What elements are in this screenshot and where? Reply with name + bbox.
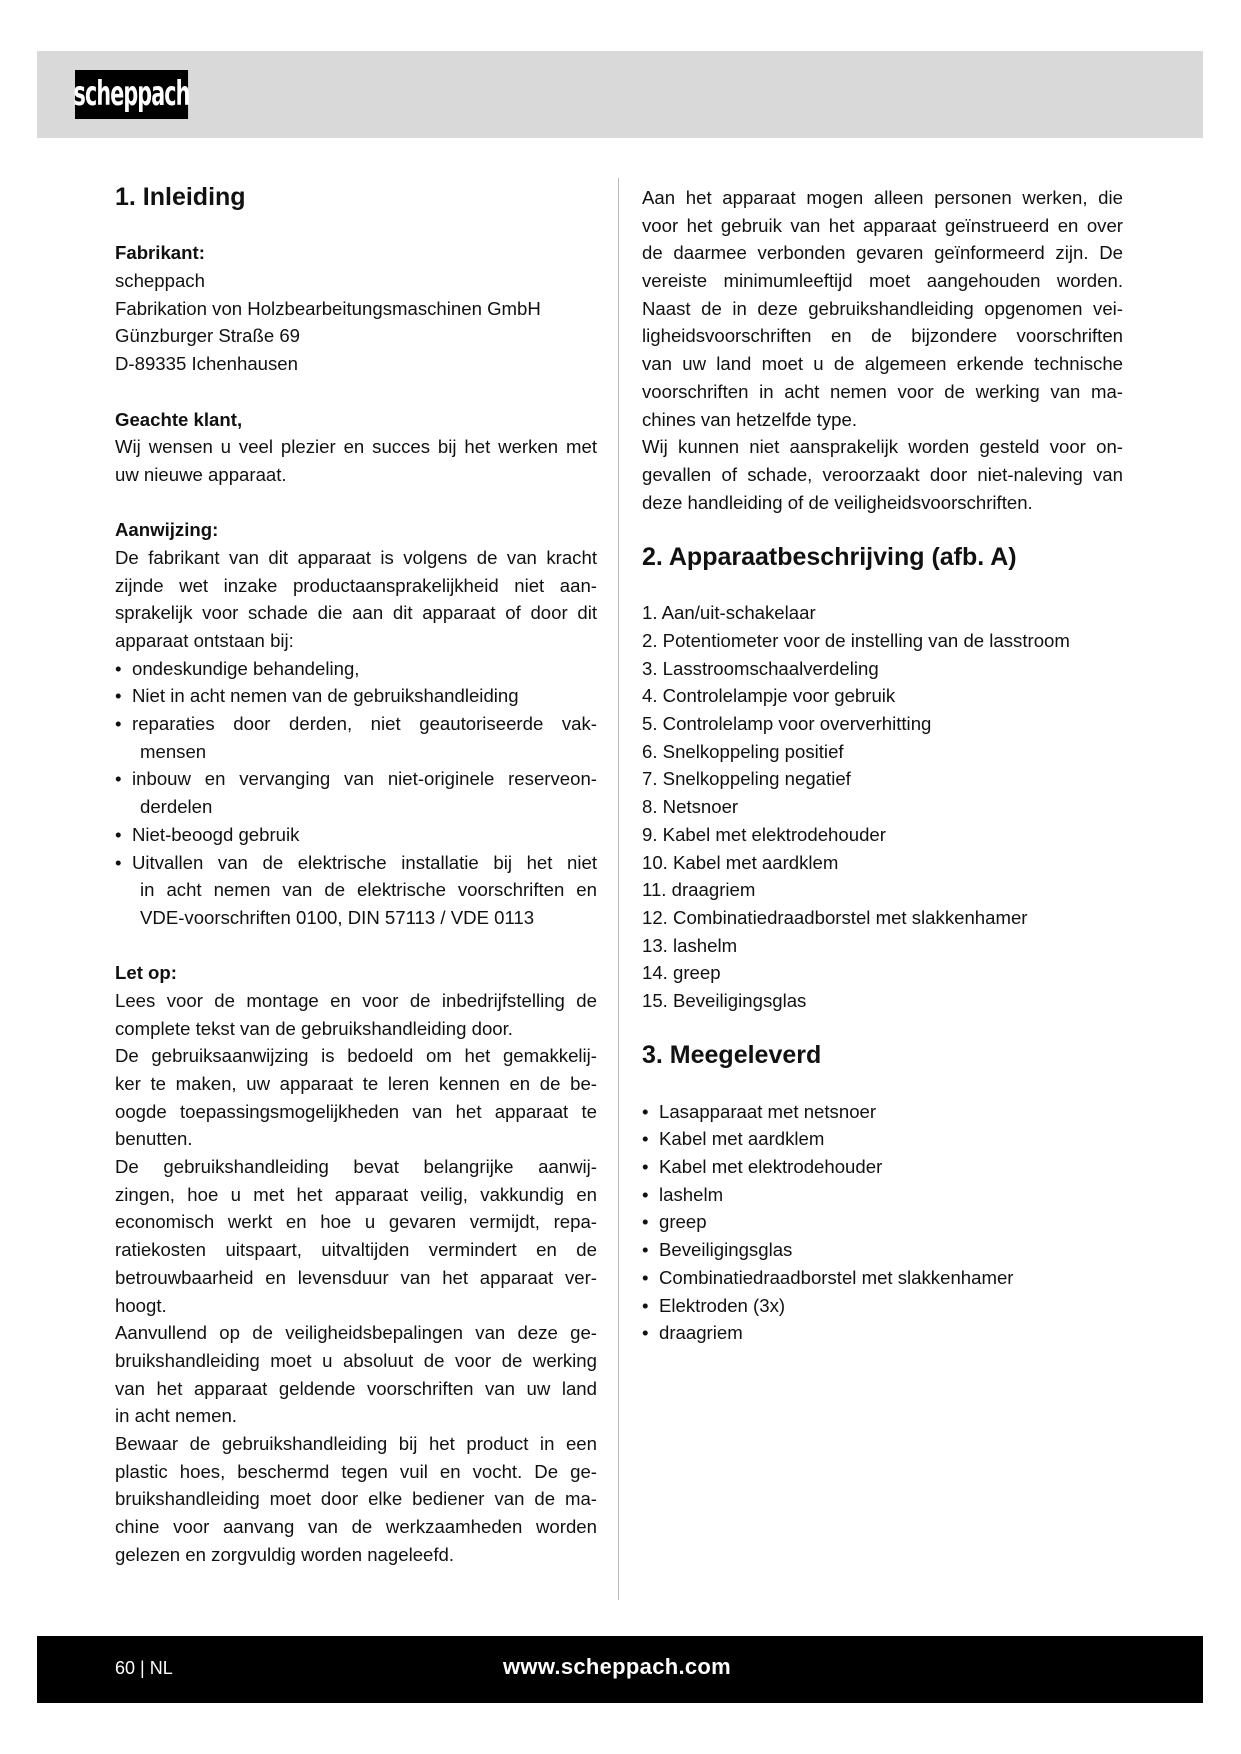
text-line: vereiste minimumleeftijd moet aangehouden worden. xyxy=(642,270,1123,292)
text-line: 8. Netsnoer xyxy=(642,796,739,818)
bullet-item: • Combinatiedraadborstel met slakkenhamer xyxy=(642,1264,1123,1292)
text-line: Naast de in deze gebruikshandleiding opgenomen vei- xyxy=(642,297,1123,319)
text-line: 14. greep xyxy=(642,962,721,984)
text-line: de daarmee verbonden gevaren geïnformeerd zijn. De xyxy=(642,242,1123,264)
text-line: hoogt. xyxy=(115,1294,167,1316)
text-line: D-89335 Ichenhausen xyxy=(115,353,298,375)
text-line: 6. Snelkoppeling positief xyxy=(642,740,844,762)
text-line: 1. Aan/uit-schakelaar xyxy=(642,602,816,624)
spacer xyxy=(642,516,1123,544)
text-line: in acht nemen. xyxy=(115,1405,237,1427)
text-line: 12. Combinatiedraadborstel met slakkenhamer xyxy=(642,906,1028,928)
bullet-item: • inbouw en vervanging van niet-originele reserveon- xyxy=(115,765,597,793)
text-line: Wij wensen u veel plezier en succes bij het werken met xyxy=(115,436,597,458)
bullet-item: • Kabel met aardklem xyxy=(642,1125,1123,1153)
text-line: voor het gebruik van het apparaat geïnstrueerd en over xyxy=(642,214,1123,236)
bullet-item: • Niet in acht nemen van de gebruikshandleiding xyxy=(115,682,597,710)
bullet-item: • Lasapparaat met netsnoer xyxy=(642,1098,1123,1126)
text-line: 10. Kabel met aardklem xyxy=(642,851,839,873)
bullet-continuation: mensen xyxy=(140,740,207,762)
text-line: 9. Kabel met elektrodehouder xyxy=(642,823,886,845)
text-line: bruikshandleiding moet door elke bediener van de ma- xyxy=(115,1488,597,1510)
text-line: oogde toepassingsmogelijkheden van het apparaat te xyxy=(115,1100,597,1122)
paragraph-label: Aanwijzing: xyxy=(115,519,219,541)
text-line: Aanvullend op de veiligheidsbepalingen van deze ge- xyxy=(115,1322,597,1344)
text-line: sprakelijk voor schade die aan dit apparaat of door dit xyxy=(115,602,597,624)
text-line: 3. Lasstroomschaalverdeling xyxy=(642,657,879,679)
text-line: De fabrikant van dit apparaat is volgens de van kracht xyxy=(115,546,597,568)
spacer xyxy=(115,489,597,517)
text-line: 2. Potentiometer voor de instelling van de lasstroom xyxy=(642,630,1070,651)
text-line: 11. draagriem xyxy=(642,879,756,901)
bullet-continuation: VDE-voorschriften 0100, DIN 57113 / VDE 0113 xyxy=(140,906,535,928)
page-header xyxy=(37,51,1203,138)
text-line: Günzburger Straße 69 xyxy=(115,325,301,347)
bullet-item: • reparaties door derden, niet geautoriseerde vak- xyxy=(115,710,597,738)
text-line: uw nieuwe apparaat. xyxy=(115,463,287,485)
text-line: bruikshandleiding moet u absoluut de voor de werking xyxy=(115,1349,597,1371)
text-line: Aan het apparaat mogen alleen personen werken, die xyxy=(642,187,1123,208)
text-line: 4. Controlelampje voor gebruik xyxy=(642,685,896,707)
bullet-item: • draagriem xyxy=(642,1319,1123,1347)
spacer xyxy=(115,212,597,240)
text-line: zijnde wet inzake productaansprakelijkheid niet aan- xyxy=(115,574,597,596)
text-line: ligheidsvoorschriften en de bijzondere voorschriften xyxy=(642,325,1123,347)
section-heading: 3. Meegeleverd xyxy=(642,1041,822,1070)
text-line: complete tekst van de gebruikshandleiding door. xyxy=(115,1017,513,1039)
bullet-item: • Elektroden (3x) xyxy=(642,1292,1123,1320)
text-line: economisch werkt en hoe u gevaren vermijdt, repa- xyxy=(115,1211,597,1233)
text-line: gevallen of schade, veroorzaakt door niet-naleving van xyxy=(642,463,1123,485)
left-column xyxy=(115,184,597,1568)
section-heading: 1. Inleiding xyxy=(115,183,246,211)
section-heading: 2. Apparaatbeschrijving (afb. A) xyxy=(642,542,1017,571)
text-line: 15. Beveiligingsglas xyxy=(642,989,807,1011)
bullet-item: • Uitvallen van de elektrische installatie bij het niet xyxy=(115,849,597,877)
bullet-item: • Kabel met elektrodehouder xyxy=(642,1153,1123,1181)
spacer xyxy=(642,572,1123,600)
text-line: voorschriften in acht nemen voor de werking van ma- xyxy=(642,380,1123,402)
text-line: ker te maken, uw apparaat te leren kennen en de be- xyxy=(115,1073,597,1094)
right-column xyxy=(642,184,1123,1347)
text-line: apparaat ontstaan bij: xyxy=(115,630,294,651)
bullet-item: • greep xyxy=(642,1208,1123,1236)
text-line: ratiekosten uitspaart, uitvaltijden vermindert en de xyxy=(115,1239,597,1261)
text-line: 7. Snelkoppeling negatief xyxy=(642,768,851,790)
bullet-item: • Beveiligingsglas xyxy=(642,1236,1123,1264)
bullet-item: • Niet-beoogd gebruik xyxy=(115,821,597,849)
scheppach-logo xyxy=(75,70,188,119)
text-line: Bewaar de gebruikshandleiding bij het product in een xyxy=(115,1432,597,1454)
bullet-continuation: derdelen xyxy=(140,796,213,818)
page-number: 60 | NL xyxy=(115,1658,173,1678)
text-line: plastic hoes, beschermd tegen vuil en vocht. De ge- xyxy=(115,1460,597,1482)
spacer xyxy=(115,378,597,406)
text-line: gelezen en zorgvuldig worden nageleefd. xyxy=(115,1543,455,1565)
text-line: van het apparaat geldende voorschriften van uw land xyxy=(115,1377,597,1399)
text-line: Fabrikation von Holzbearbeitungsmaschinen GmbH xyxy=(115,297,541,319)
text-line: 13. lashelm xyxy=(642,934,738,956)
paragraph-label: Let op: xyxy=(115,962,177,984)
paragraph-label: Fabrikant: xyxy=(115,242,205,264)
text-line: Lees voor de montage en voor de inbedrijfstelling de xyxy=(115,989,597,1011)
page-footer xyxy=(37,1636,1203,1703)
bullet-item: • ondeskundige behandeling, xyxy=(115,655,597,683)
text-line: betrouwbaarheid en levensduur van het apparaat ver- xyxy=(115,1266,597,1288)
text-line: scheppach xyxy=(115,270,205,292)
bullet-continuation: in acht nemen van de elektrische voorschriften en xyxy=(140,879,597,901)
text-line: 5. Controlelamp voor oververhitting xyxy=(642,713,932,735)
logo-text: scheppach xyxy=(73,75,190,114)
text-line: zingen, hoe u met het apparaat veilig, vakkundig en xyxy=(115,1183,597,1205)
text-line: chines van hetzelfde type. xyxy=(642,408,857,430)
column-divider xyxy=(618,178,619,1600)
text-line: benutten. xyxy=(115,1128,193,1150)
spacer xyxy=(115,932,597,960)
paragraph-label: Geachte klant, xyxy=(115,408,243,430)
spacer xyxy=(642,1070,1123,1098)
text-line: De gebruikshandleiding bevat belangrijke aanwij- xyxy=(115,1156,597,1178)
text-line: deze handleiding of de veiligheidsvoorschriften. xyxy=(642,491,1033,513)
text-line: van uw land moet u de algemeen erkende technische xyxy=(642,353,1123,375)
website-link[interactable]: www.scheppach.com xyxy=(503,1654,732,1679)
bullet-item: • lashelm xyxy=(642,1181,1123,1209)
spacer xyxy=(642,1015,1123,1043)
text-line: De gebruiksaanwijzing is bedoeld om het gemakkelij- xyxy=(115,1045,597,1067)
text-line: Wij kunnen niet aansprakelijk worden gesteld voor on- xyxy=(642,436,1123,458)
text-line: chine voor aanvang van de werkzaamheden worden xyxy=(115,1516,597,1537)
